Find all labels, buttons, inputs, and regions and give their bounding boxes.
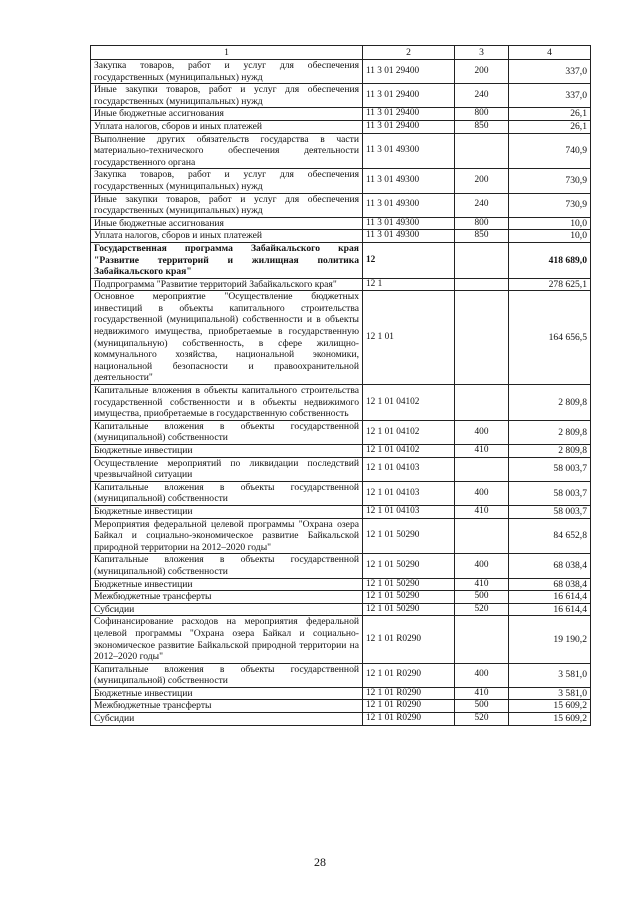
- row-name: Основное мероприятие "Осуществление бюджетных инвестиций в объекты капитального строительства государственной (муниципальной) собственности и в объекты недвижимого имущества, приобретаемые в государственную (муниципальную) собственность, в сфере жилищно-коммунального хозяйства, национальной экономики, национальной безопасности и правоохранительной деятельности": [91, 291, 363, 385]
- table-row: [91, 108, 591, 121]
- header-col-4: 4: [509, 46, 591, 60]
- row-amount: 3 581,0: [509, 687, 591, 700]
- row-amount: 3 581,0: [509, 663, 591, 687]
- row-name: Иные бюджетные ассигнования: [91, 217, 363, 230]
- row-name: Иные закупки товаров, работ и услуг для обеспечения государственных (муниципальных) нужд: [91, 84, 363, 108]
- row-expense-type: [455, 278, 509, 291]
- row-expense-type: 850: [455, 230, 509, 243]
- table-row: [91, 457, 591, 481]
- row-name: Мероприятия федеральной целевой программы "Охрана озера Байкал и социально-экономическое развитие Байкальской природной территории на 2012–2020 годы": [91, 518, 363, 554]
- row-code: 12 1 01 04103: [363, 481, 455, 505]
- row-code: 11 3 01 29400: [363, 120, 455, 133]
- table-row: [91, 169, 591, 193]
- row-code: 11 3 01 29400: [363, 60, 455, 84]
- row-name: Иные закупки товаров, работ и услуг для обеспечения государственных (муниципальных) нужд: [91, 193, 363, 217]
- row-code: 11 3 01 29400: [363, 84, 455, 108]
- table-row: [91, 616, 591, 663]
- row-code: 12 1 01 50290: [363, 578, 455, 591]
- row-expense-type: 240: [455, 193, 509, 217]
- row-amount: 337,0: [509, 60, 591, 84]
- row-code: 12 1 01 R0290: [363, 663, 455, 687]
- row-name: Субсидии: [91, 713, 363, 726]
- row-name: Закупка товаров, работ и услуг для обеспечения государственных (муниципальных) нужд: [91, 169, 363, 193]
- row-code: 12 1 01 50290: [363, 603, 455, 616]
- row-amount: 26,1: [509, 108, 591, 121]
- row-code: 11 3 01 49300: [363, 133, 455, 169]
- row-name: Бюджетные инвестиции: [91, 445, 363, 458]
- row-code: 12 1: [363, 278, 455, 291]
- table-header: [91, 46, 591, 60]
- header-row: [91, 46, 591, 60]
- table-body: [91, 60, 591, 726]
- row-amount: 58 003,7: [509, 481, 591, 505]
- row-amount: 730,9: [509, 169, 591, 193]
- row-amount: 16 614,4: [509, 591, 591, 604]
- row-amount: 278 625,1: [509, 278, 591, 291]
- table-row: [91, 120, 591, 133]
- row-name: Осуществление мероприятий по ликвидации последствий чрезвычайной ситуации: [91, 457, 363, 481]
- row-amount: 15 609,2: [509, 700, 591, 713]
- row-code: 12 1 01 50290: [363, 591, 455, 604]
- row-code: 12 1 01 50290: [363, 554, 455, 578]
- budget-table: [90, 45, 591, 726]
- header-col-3: 3: [455, 46, 509, 60]
- row-expense-type: 410: [455, 687, 509, 700]
- row-name: Субсидии: [91, 603, 363, 616]
- row-amount: 26,1: [509, 120, 591, 133]
- row-amount: 16 614,4: [509, 603, 591, 616]
- table-row: [91, 445, 591, 458]
- row-expense-type: [455, 457, 509, 481]
- row-name: Капитальные вложения в объекты государственной (муниципальной) собственности: [91, 663, 363, 687]
- row-amount: 337,0: [509, 84, 591, 108]
- row-code: 12 1 01: [363, 291, 455, 385]
- table-row: [91, 133, 591, 169]
- table-row: [91, 591, 591, 604]
- row-name: Бюджетные инвестиции: [91, 687, 363, 700]
- row-expense-type: 200: [455, 60, 509, 84]
- table-row: [91, 505, 591, 518]
- row-name: Бюджетные инвестиции: [91, 578, 363, 591]
- row-amount: 19 190,2: [509, 616, 591, 663]
- row-expense-type: [455, 291, 509, 385]
- row-expense-type: 410: [455, 445, 509, 458]
- row-code: 12 1 01 04103: [363, 457, 455, 481]
- row-code: 12 1 01 R0290: [363, 713, 455, 726]
- table-row: [91, 420, 591, 444]
- row-expense-type: 400: [455, 663, 509, 687]
- row-amount: 740,9: [509, 133, 591, 169]
- row-code: 12 1 01 04102: [363, 385, 455, 421]
- row-expense-type: 800: [455, 108, 509, 121]
- table-row: [91, 663, 591, 687]
- row-amount: 2 809,8: [509, 420, 591, 444]
- row-name: Уплата налогов, сборов и иных платежей: [91, 230, 363, 243]
- row-name: Подпрограмма "Развитие территорий Забайкальского края": [91, 278, 363, 291]
- row-code: 12 1 01 50290: [363, 518, 455, 554]
- row-code: 12 1 01 04102: [363, 445, 455, 458]
- table-row: [91, 554, 591, 578]
- row-amount: 58 003,7: [509, 505, 591, 518]
- header-col-1: 1: [91, 46, 363, 60]
- row-name: Бюджетные инвестиции: [91, 505, 363, 518]
- row-name: Капитальные вложения в объекты государственной (муниципальной) собственности: [91, 554, 363, 578]
- row-amount: 10,0: [509, 217, 591, 230]
- row-amount: 68 038,4: [509, 554, 591, 578]
- row-amount: 2 809,8: [509, 385, 591, 421]
- row-name: Выполнение других обязательств государства в части материально-технического обеспечения деятельности государственного органа: [91, 133, 363, 169]
- table-row: [91, 60, 591, 84]
- header-col-2: 2: [363, 46, 455, 60]
- row-amount: 10,0: [509, 230, 591, 243]
- row-code: 12 1 01 04103: [363, 505, 455, 518]
- row-code: 11 3 01 49300: [363, 193, 455, 217]
- row-name: Капитальные вложения в объекты государственной (муниципальной) собственности: [91, 420, 363, 444]
- table-row: [91, 713, 591, 726]
- row-amount: 15 609,2: [509, 713, 591, 726]
- row-name: Уплата налогов, сборов и иных платежей: [91, 120, 363, 133]
- row-expense-type: [455, 616, 509, 663]
- row-expense-type: [455, 133, 509, 169]
- row-expense-type: 400: [455, 420, 509, 444]
- row-expense-type: 240: [455, 84, 509, 108]
- row-expense-type: 500: [455, 591, 509, 604]
- table-row: [91, 687, 591, 700]
- table-row: [91, 217, 591, 230]
- table-row: [91, 230, 591, 243]
- row-name: Капитальные вложения в объекты капитального строительства государственной собственности и в объекты недвижимого имущества, приобретаемые в государственную собственность: [91, 385, 363, 421]
- row-code: 12 1 01 04102: [363, 420, 455, 444]
- row-amount: 164 656,5: [509, 291, 591, 385]
- row-code: 12 1 01 R0290: [363, 700, 455, 713]
- row-name: Закупка товаров, работ и услуг для обеспечения государственных (муниципальных) нужд: [91, 60, 363, 84]
- row-amount: 2 809,8: [509, 445, 591, 458]
- table-row: [91, 385, 591, 421]
- table-row: [91, 603, 591, 616]
- row-code: 11 3 01 29400: [363, 108, 455, 121]
- table-row: [91, 291, 591, 385]
- row-name: Софинансирование расходов на мероприятия федеральной целевой программы "Охрана озера Байкал и социально-экономическое развитие Байкальской природной территории на 2012–2020 годы": [91, 616, 363, 663]
- table-row: [91, 193, 591, 217]
- table-row: [91, 518, 591, 554]
- row-expense-type: 400: [455, 554, 509, 578]
- row-name: Межбюджетные трансферты: [91, 700, 363, 713]
- row-name: Межбюджетные трансферты: [91, 591, 363, 604]
- row-amount: 730,9: [509, 193, 591, 217]
- row-expense-type: [455, 242, 509, 278]
- row-name: Капитальные вложения в объекты государственной (муниципальной) собственности: [91, 481, 363, 505]
- row-expense-type: 400: [455, 481, 509, 505]
- row-amount: 68 038,4: [509, 578, 591, 591]
- table-row: [91, 242, 591, 278]
- row-expense-type: 850: [455, 120, 509, 133]
- row-code: 12: [363, 242, 455, 278]
- row-expense-type: 800: [455, 217, 509, 230]
- row-amount: 58 003,7: [509, 457, 591, 481]
- row-code: 12 1 01 R0290: [363, 616, 455, 663]
- row-expense-type: [455, 518, 509, 554]
- row-expense-type: 200: [455, 169, 509, 193]
- row-expense-type: 410: [455, 578, 509, 591]
- row-amount: 84 652,8: [509, 518, 591, 554]
- table-row: [91, 481, 591, 505]
- row-name: Иные бюджетные ассигнования: [91, 108, 363, 121]
- table-row: [91, 578, 591, 591]
- row-code: 11 3 01 49300: [363, 169, 455, 193]
- page-number: 28: [314, 855, 326, 869]
- row-code: 11 3 01 49300: [363, 217, 455, 230]
- table-row: [91, 278, 591, 291]
- table-row: [91, 84, 591, 108]
- row-expense-type: 500: [455, 700, 509, 713]
- row-code: 12 1 01 R0290: [363, 687, 455, 700]
- row-code: 11 3 01 49300: [363, 230, 455, 243]
- table-row: [91, 700, 591, 713]
- row-expense-type: 520: [455, 603, 509, 616]
- row-expense-type: 520: [455, 713, 509, 726]
- row-expense-type: 410: [455, 505, 509, 518]
- row-name: Государственная программа Забайкальского края "Развитие территорий и жилищная политика Забайкальского края": [91, 242, 363, 278]
- row-expense-type: [455, 385, 509, 421]
- row-amount: 418 689,0: [509, 242, 591, 278]
